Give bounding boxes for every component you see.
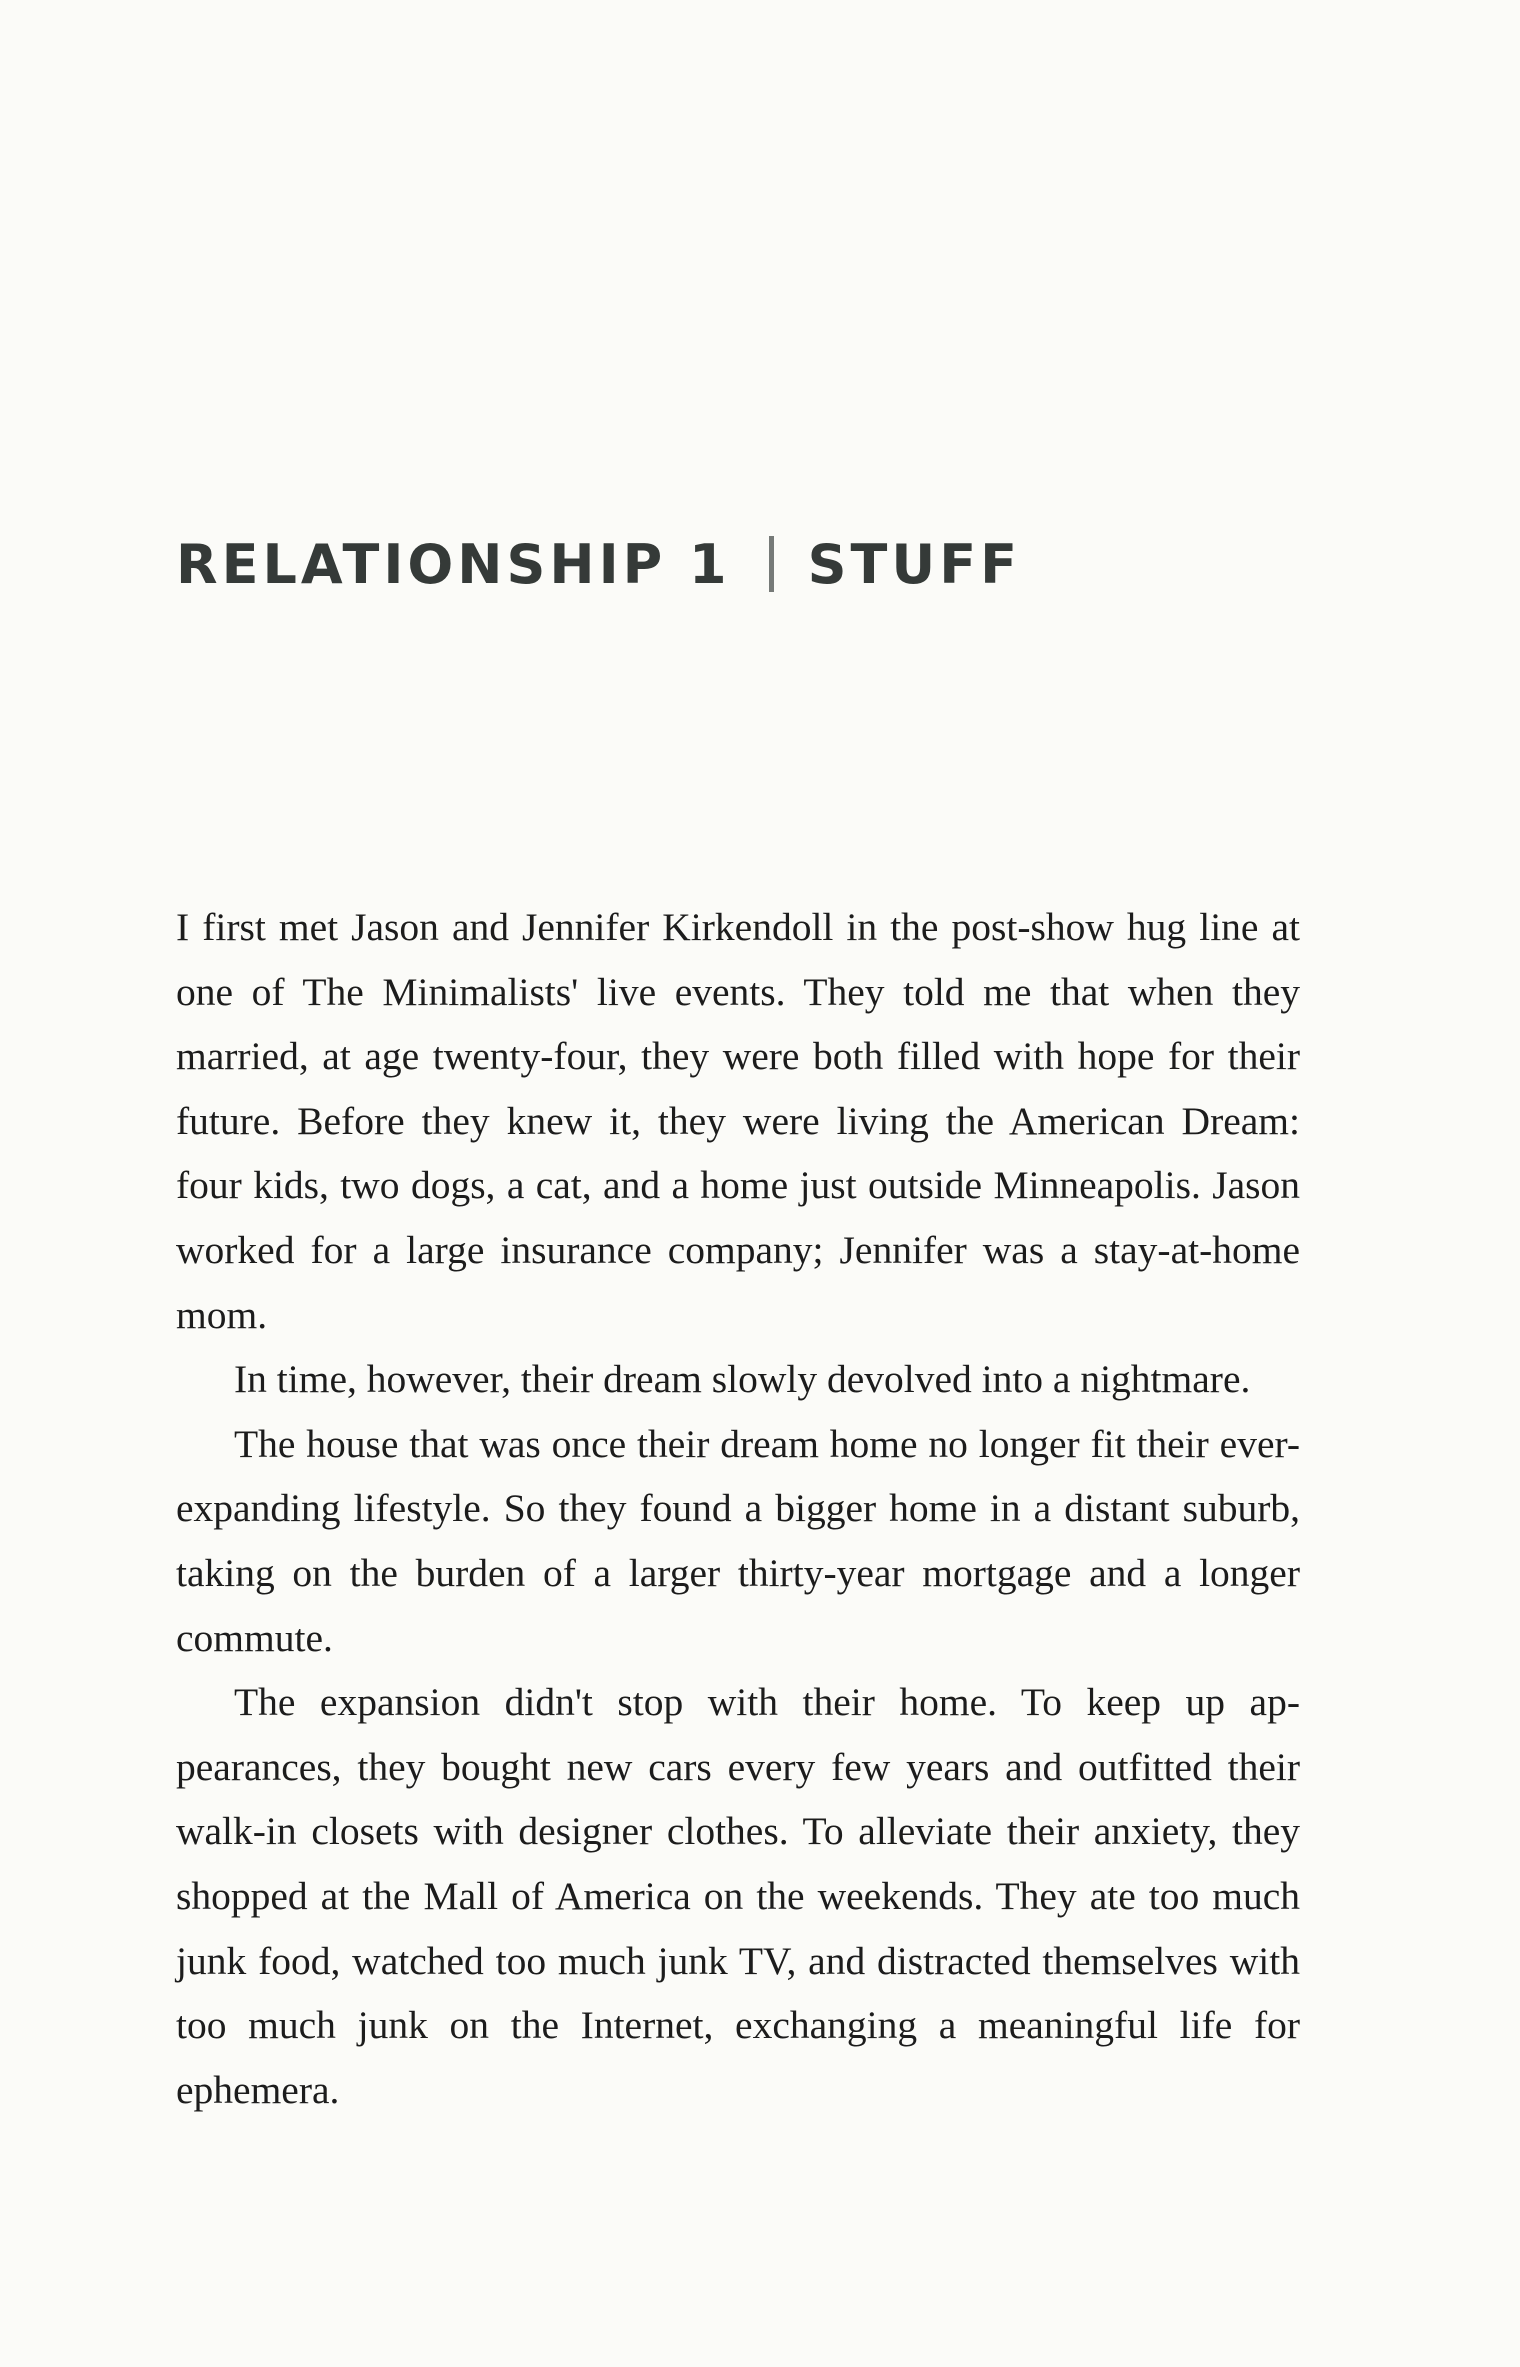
chapter-heading — [176, 524, 1021, 604]
chapter-title: STUFF — [807, 532, 1021, 596]
chapter-divider — [769, 536, 774, 592]
paragraph: The house that was once their dream home no longer fit their ever-expanding lifestyle. So they found a bigger home in a distant suburb, taking on the burden of a larger thirty-year mortgage and a longer commute. — [176, 1421, 1300, 1660]
body-text — [176, 895, 1300, 2122]
paragraph: The expansion didn't stop with their home. To keep up appearances, they bought new cars every few years and outfitted their walk-in closets with designer clothes. To alleviate their anxiety, they shopped at the Mall of America on the weekends. They ate too much junk food, watched too much junk TV, and distracted themselves with too much junk on the Internet, exchanging a meaningful life for ephemera. — [176, 1680, 1300, 2112]
paragraph: I first met Jason and Jennifer Kirkendoll in the post-show hug line at one of The Minimalists' live events. They told me that when they married, at age twenty-four, they were both filled with hope for their future. Before they knew it, they were living the American Dream: four kids, two dogs, a cat, and a home just outside Minneapolis. Jason worked for a large insurance company; Jennifer was a stay-at-home mom. — [176, 905, 1300, 1337]
chapter-label: RELATIONSHIP 1 — [176, 532, 731, 596]
paragraph: In time, however, their dream slowly devolved into a nightmare. — [234, 1357, 1251, 1402]
